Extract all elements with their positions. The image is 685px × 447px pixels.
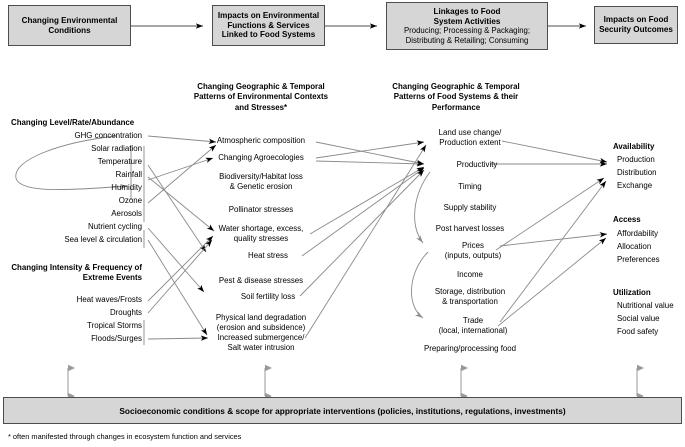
outcome-item-affordability: Affordability — [617, 229, 659, 238]
fs-item-line: Prices — [462, 241, 484, 250]
flow-box-subline: Producing; Processing & Packaging; — [403, 26, 531, 36]
env-item-biodiversity-habitat-loss — [186, 172, 336, 192]
column-header-line: Changing Geographic & Temporal — [392, 82, 520, 91]
left-item-rainfall: Rainfall — [115, 170, 142, 179]
flow-box-line: Impacts on Environmental — [217, 10, 320, 20]
outcome-item-social-value: Social value — [617, 314, 660, 323]
flow-box-line: Changing Environmental — [21, 15, 118, 25]
fs-item-preparing-processing-food: Preparing/processing food — [423, 344, 517, 353]
fs-item-post-harvest-losses: Post harvest losses — [435, 224, 505, 233]
outcome-item-production: Production — [617, 155, 655, 164]
column-header-line: Patterns of Food Systems & their — [393, 92, 519, 102]
socioeconomic-conditions-text: Socioeconomic conditions & scope for appropriate interventions (policies, institutions, regulations, investments) — [119, 405, 566, 416]
env-item-line: (erosion and subsidence) — [216, 322, 306, 332]
left-item-temperature: Temperature — [97, 157, 142, 166]
left-item-floods-surges: Floods/Surges — [91, 334, 142, 343]
outcome-item-preferences: Preferences — [617, 255, 660, 264]
env-item-pollinator-stresses: Pollinator stresses — [228, 205, 294, 214]
left-item-ozone: Ozone — [118, 196, 142, 205]
env-item-physical-land-degradation — [186, 313, 336, 333]
column-header-line: and Stresses* — [234, 102, 288, 112]
left-group2-label-line: Extreme Events — [82, 273, 142, 283]
env-item-heat-stress: Heat stress — [248, 251, 288, 260]
fs-item-line: (inputs, outputs) — [444, 250, 502, 260]
column-header-line: Performance — [431, 102, 481, 112]
fs-item-trade — [408, 316, 538, 336]
fs-item-line: Production extent — [439, 137, 501, 147]
fs-item-prices — [408, 241, 538, 261]
env-item-changing-agroecologies: Changing Agroecologies — [218, 153, 304, 162]
env-item-pest-disease-stresses: Pest & disease stresses — [218, 276, 304, 285]
flow-box-line: Conditions — [48, 25, 91, 35]
flow-box-impacts-food-security-outcomes[interactable] — [594, 6, 678, 44]
fs-item-timing: Timing — [458, 182, 482, 191]
flow-box-linkages-food-system-activities[interactable] — [386, 2, 548, 50]
flow-box-line: Security Outcomes — [599, 25, 673, 34]
flow-box-subline: Distributing & Retailing; Consuming — [405, 35, 529, 45]
outcome-group-availability-label: Availability — [613, 142, 655, 151]
socioeconomic-conditions-bar[interactable] — [3, 397, 682, 424]
flow-box-line: Linkages to Food — [433, 6, 501, 16]
env-item-line: Salt water intrusion — [227, 342, 295, 352]
column-header-line: Changing Geographic & Temporal — [197, 82, 325, 91]
fs-item-storage-distribution — [405, 287, 535, 307]
left-item-tropical-storms: Tropical Storms — [87, 321, 142, 330]
left-group2-label-line: Changing Intensity & Frequency of — [11, 263, 142, 272]
env-item-soil-fertility-loss: Soil fertility loss — [240, 292, 296, 301]
fs-item-line: (local, international) — [438, 325, 508, 335]
fs-item-line: Land use change/ — [438, 128, 502, 137]
outcome-item-allocation: Allocation — [617, 242, 652, 251]
fs-item-line: Trade — [462, 316, 484, 325]
env-item-line: Water shortage, excess, — [218, 224, 304, 233]
outcome-group-access-label: Access — [613, 215, 641, 224]
env-item-increased-submergence — [186, 333, 336, 353]
fs-item-line: & transportation — [442, 296, 498, 306]
left-item-ghg: GHG concentration — [74, 131, 142, 140]
left-item-nutrient-cycling: Nutrient cycling — [88, 222, 142, 231]
left-item-droughts: Droughts — [109, 308, 142, 317]
left-item-solar-radiation: Solar radiation — [91, 144, 142, 153]
left-item-heat-waves-frosts: Heat waves/Frosts — [76, 295, 142, 304]
left-group1-label: Changing Level/Rate/Abundance — [11, 118, 135, 127]
outcome-item-nutritional-value: Nutritional value — [617, 301, 674, 310]
left-item-humidity: Humidity — [111, 183, 142, 192]
flow-box-line: System Activities — [433, 16, 501, 26]
outcome-group-utilization-label: Utilization — [613, 288, 651, 297]
left-item-aerosols: Aerosols — [111, 209, 142, 218]
column-header-food-systems — [381, 82, 531, 113]
flow-box-line: Impacts on Food — [603, 15, 669, 25]
left-item-sea-level-circulation: Sea level & circulation — [64, 235, 142, 244]
fs-item-supply-stability: Supply stability — [443, 203, 497, 212]
left-group2-label — [2, 263, 142, 283]
fs-item-line: Storage, distribution — [434, 287, 506, 296]
fs-item-income: Income — [457, 270, 483, 279]
footnote: * often manifested through changes in ecosystem function and services — [8, 432, 242, 441]
env-item-water-shortage — [186, 224, 336, 244]
env-item-line: & Genetic erosion — [229, 181, 293, 191]
flow-box-impacts-environmental-functions[interactable] — [212, 5, 325, 46]
env-item-atmospheric-composition: Atmospheric composition — [216, 136, 306, 145]
outcome-item-exchange: Exchange — [617, 181, 653, 190]
env-item-line: Biodiversity/Habitat loss — [219, 172, 303, 181]
fs-item-land-use-change — [405, 128, 535, 148]
outcome-item-food-safety: Food safety — [617, 327, 659, 336]
outcome-item-distribution: Distribution — [617, 168, 657, 177]
fs-item-productivity: Productivity — [456, 160, 498, 169]
flow-box-line: Functions & Services — [227, 20, 310, 30]
env-item-line: Physical land degradation — [215, 313, 307, 322]
env-item-line: Increased submergence/ — [217, 333, 305, 342]
flow-box-changing-environmental-conditions[interactable] — [8, 5, 131, 46]
column-header-environmental — [186, 82, 336, 113]
column-header-line: Patterns of Environmental Contexts — [193, 92, 329, 102]
flow-box-line: Linked to Food Systems — [221, 30, 316, 40]
env-item-line: quality stresses — [233, 233, 289, 243]
